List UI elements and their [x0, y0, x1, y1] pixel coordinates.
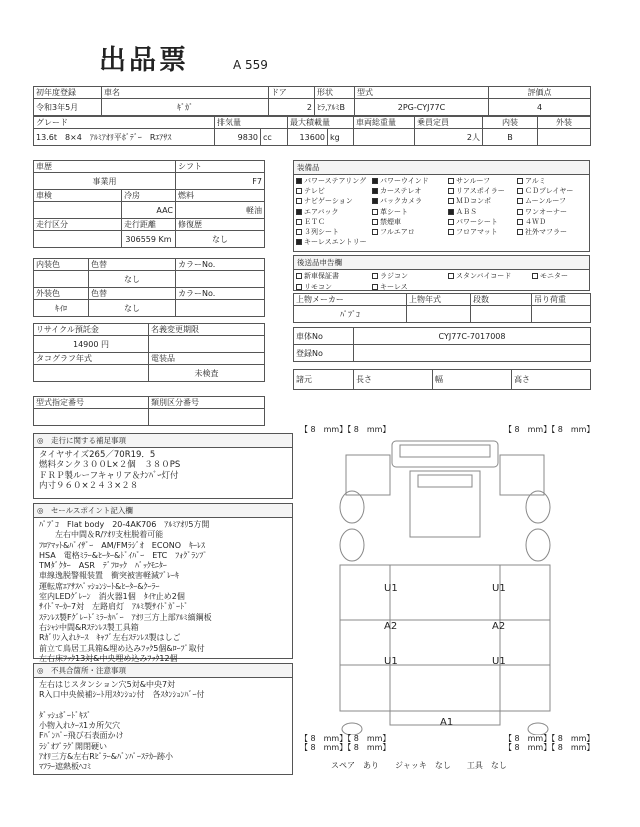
after-item: [296, 282, 372, 293]
equipment-checkbox[interactable]: [448, 188, 454, 194]
history: 事業用: [34, 173, 176, 190]
history-label: 車歴: [34, 161, 176, 173]
type-table: [33, 396, 265, 426]
after-item: [296, 271, 372, 282]
after-label: モニター: [540, 272, 568, 280]
lift-label: 吊り荷重: [532, 294, 591, 306]
equipment-label: パワーステアリング: [304, 177, 367, 185]
note-line: ｻｲﾄﾞﾏｰｶｰ7対 左路肩灯 ｱﾙﾐ製ｻｲﾄﾞｶﾞｰﾄﾞ: [39, 602, 189, 612]
equipment-label: 禁煙車: [380, 217, 401, 226]
chassis-table: [293, 327, 591, 362]
recycle: 14900 円: [34, 336, 149, 353]
model: 2PG-CYJ77C: [355, 99, 489, 116]
equipment-item: [517, 217, 589, 227]
tire-depth-rear-right-2: 【 8 mm】【 8 mm】: [504, 743, 595, 752]
damage-u1-right-2: U1: [492, 656, 506, 667]
max-load: 13600: [288, 129, 328, 146]
inspect-label: 車検: [34, 190, 122, 202]
name-label: 車名: [102, 87, 269, 99]
gross-label: 車両総重量: [354, 117, 415, 129]
header-table: [33, 86, 591, 116]
equipment-item: [296, 227, 372, 237]
mileage-cell: [122, 231, 176, 248]
equipment-checkbox[interactable]: [372, 178, 378, 184]
body-table: [293, 293, 591, 323]
exterior-grade: [538, 129, 591, 146]
equipment-item: [372, 176, 448, 186]
equipment-item: [296, 207, 372, 217]
defect-notes-header: ◎ 不具合箇所・注意事項: [34, 664, 292, 678]
disp-label: 排気量: [215, 117, 288, 129]
equipment-item: [372, 217, 448, 227]
equipment-checkbox[interactable]: [372, 209, 378, 215]
equipment-item: [296, 186, 372, 196]
spare-label: スペア: [331, 761, 355, 770]
windshield: [400, 445, 490, 457]
note-line: 車線逸脱警報装置 衝突被害軽減ﾌﾞﾚｰｷ: [39, 571, 179, 581]
dims-label: 諸元: [294, 370, 354, 390]
note-line: [39, 701, 287, 711]
equipment-checkbox[interactable]: [296, 219, 302, 225]
after-label: スタンバイコード: [456, 272, 512, 280]
equipment-checkbox[interactable]: [448, 209, 454, 215]
note-line: 小物入れｹｰｽ1カ所欠穴: [39, 721, 121, 731]
equipment-checkbox[interactable]: [296, 229, 302, 235]
equipment-checkbox[interactable]: [517, 178, 523, 184]
equipment-checkbox[interactable]: [517, 209, 523, 215]
seats: 2人: [415, 129, 483, 146]
equipment-label: ＣＤプレイヤー: [525, 187, 574, 196]
ext-color-chk: なし: [89, 300, 176, 317]
jack: なし: [434, 761, 451, 770]
dims-table: [293, 369, 591, 390]
equipment-label: カーステレオ: [380, 187, 422, 196]
vehicle-info-table: [33, 160, 265, 248]
note-line: 左右中間＆R/ｱｵﾘ支柱脱着可能: [39, 530, 164, 540]
int-color-no: [176, 271, 265, 288]
bed-floor: [390, 565, 500, 711]
damage-a1-rear: A1: [440, 717, 454, 728]
disp-unit: cc: [261, 129, 288, 146]
damage-a2-left: A2: [384, 621, 398, 632]
equipment-item: [448, 227, 517, 237]
after-header: 後送品申告欄: [294, 256, 589, 270]
door-count: 2: [269, 99, 315, 116]
after-box: [293, 255, 590, 291]
equipment-grid: [294, 175, 589, 248]
equipment-checkbox[interactable]: [448, 198, 454, 204]
sales-notes-header: ◎ セールスポイント記入欄: [34, 504, 292, 518]
equipment-checkbox[interactable]: [296, 209, 302, 215]
length-label: 長さ: [354, 370, 433, 390]
fuel-label: 燃料: [176, 190, 265, 202]
catno: [149, 409, 265, 426]
catno-label: 類別区分番号: [149, 397, 265, 409]
after-item: [448, 271, 532, 282]
equipment-label: バックカメラ: [380, 197, 422, 206]
equipment-item: [517, 176, 589, 186]
seats-label: 乗員定員: [415, 117, 483, 129]
equipment-box: [293, 160, 590, 252]
load-unit: kg: [328, 129, 354, 146]
note-line: タイヤサイズ265／70R19．5: [39, 450, 156, 460]
equipment-checkbox[interactable]: [372, 198, 378, 204]
reg-year-label: 初年度登録: [34, 87, 102, 99]
repair-label: 修復歴: [176, 219, 265, 231]
tire-depth-front-left: 【 8 mm】【 8 mm】: [300, 425, 391, 434]
width-label: 幅: [433, 370, 512, 390]
defect-notes-box: [33, 663, 293, 775]
note-line: Fﾊﾞﾝﾊﾟｰ飛び石表面かけ: [39, 731, 124, 741]
repair: なし: [176, 231, 265, 248]
mileage-label: 走行距離: [122, 219, 176, 231]
int-color-cell: [34, 271, 89, 288]
grade-table: [33, 116, 591, 146]
equipment-checkbox[interactable]: [296, 178, 302, 184]
color-table: [33, 258, 265, 317]
ext-color-chk-label: 色替: [89, 288, 176, 300]
equipment-checkbox[interactable]: [517, 198, 523, 204]
note-line: ｱｵﾘ三方&左右Rﾋﾟﾗｰ&ﾊﾞﾝﾊﾟｰｽﾃｶｰ跡小: [39, 752, 174, 762]
after-checkbox[interactable]: [448, 273, 454, 279]
damage-a2-right: A2: [492, 621, 506, 632]
interior-grade: B: [483, 129, 538, 146]
after-checkbox[interactable]: [372, 273, 378, 279]
equipment-label: アルミ: [525, 177, 546, 185]
note-line: 内寸９６０×２４３×２８: [39, 480, 139, 491]
wheel-fr: [526, 491, 550, 523]
after-label: 新車保証書: [304, 272, 339, 280]
gross-weight: [354, 129, 415, 146]
equipment-label: サンルーフ: [456, 177, 491, 185]
equipment-label: ムーンルーフ: [525, 197, 566, 206]
int-color-no-label: カラーNo.: [176, 259, 265, 271]
equipment-label: ワンオーナー: [525, 207, 567, 216]
page-title: 出品票: [99, 45, 189, 76]
after-checkbox[interactable]: [296, 284, 302, 290]
equipment-checkbox[interactable]: [517, 219, 523, 225]
maker: ﾊﾟﾌﾞｺ: [294, 306, 407, 323]
note-line: 前立て鳥居工具箱&埋め込みﾌｯｸ5個&ﾛｰﾌﾟ取付: [39, 643, 205, 653]
note-line: ﾀﾞｯｼｭﾎﾞｰﾄﾞｷｽﾞ: [39, 710, 91, 720]
roof-carrier: [418, 475, 472, 487]
equipment-item: [296, 196, 372, 206]
equipment-label: ＥＴＣ: [304, 217, 325, 226]
wheel-fr2: [526, 529, 550, 561]
grade: 13.6t 8×4 ｱﾙﾐｱｵﾘ平ﾎﾞﾃﾞｰ Rｴｱｻｽ: [34, 129, 215, 146]
mileage: 306559: [125, 234, 156, 244]
cooler-label: 冷房: [122, 190, 176, 202]
equipment-item: [448, 207, 517, 217]
stages: [471, 306, 532, 323]
typeno: [34, 409, 149, 426]
after-checkbox[interactable]: [372, 284, 378, 290]
equipment-label: テレビ: [304, 187, 325, 196]
after-label: キーレス: [380, 283, 408, 291]
cab-left-side: [346, 455, 390, 495]
equipment-item: [372, 227, 448, 237]
load-label: 最大積載量: [288, 117, 354, 129]
drive-notes-header: ◎ 走行に関する補足事項: [34, 434, 292, 448]
note-line: ＦＲＰ製ルーフキャリア＆ﾅﾝﾊﾞｰ灯付: [39, 470, 179, 481]
namechange: [149, 336, 265, 353]
equipment-label: 社外マフラー: [525, 228, 567, 237]
equipment-label: パワーウインド: [380, 177, 429, 185]
tire-depth-rear-left-2: 【 8 mm】【 8 mm】: [300, 743, 391, 752]
ext-color: ｷｲﾛ: [34, 300, 89, 317]
mail: 未検査: [149, 365, 265, 382]
note-line: R入口中央候補ｼｰﾄ用ｽﾀﾝｼｮﾝ付 各ｽﾀﾝｼｮﾝﾊﾞｰ付: [39, 690, 205, 700]
grade-label: グレード: [34, 117, 215, 129]
cooler: AAC: [122, 202, 176, 219]
note-line: Rｶﾞﾘﾝ入れｹｰｽ ｷｬﾌﾞ左右ｽﾃﾝﾚｽ製はしご: [39, 633, 181, 643]
displacement: 9830: [215, 129, 261, 146]
equipment-label: ４ＷＤ: [525, 217, 546, 226]
equipment-checkbox[interactable]: [372, 219, 378, 225]
damage-u1-right: U1: [492, 583, 506, 594]
recycle-label: リサイクル預託金: [34, 324, 149, 336]
int-color-label: 内装色: [34, 259, 89, 271]
equipment-label: ナビゲーション: [304, 197, 353, 206]
int-color-chk-label: 色替: [89, 259, 176, 271]
shape-label: 形状: [315, 87, 355, 99]
tire-depth-rear-right-1: 【 8 mm】【 8 mm】: [504, 734, 595, 743]
recycle-table: [33, 323, 265, 382]
note-line: HSA 電格ﾐﾗｰ&ﾋｰﾀｰ&ﾄﾞｲﾊﾞｰ ETC ﾌｫｸﾞﾗﾝﾌﾟ: [39, 550, 208, 560]
after-checkbox[interactable]: [532, 273, 538, 279]
note-line: 室内LEDｸﾞﾚｰﾝ 消火器1個 ﾀｲﾔ止め2個: [39, 592, 185, 602]
equipment-label: キーレスエントリー: [304, 238, 367, 247]
footer: [331, 760, 507, 771]
after-grid: [294, 270, 589, 294]
mail-label: 電装品: [149, 353, 265, 365]
tool-label: 工具: [466, 761, 483, 770]
equipment-label: ＡＢＳ: [456, 207, 477, 216]
note-line: 燃料タンク３００L×２個 ３８０PS: [39, 460, 181, 471]
equipment-checkbox[interactable]: [296, 188, 302, 194]
ext-color-label: 外装色: [34, 288, 89, 300]
equipment-item: [448, 196, 517, 206]
lift: [532, 306, 591, 323]
equipment-label: リアスポイラー: [456, 187, 505, 196]
mileage-cat-label: 走行区分: [34, 219, 122, 231]
note-line: 左右はじスタンション穴5対&中央7対: [39, 680, 176, 689]
maker-label: 上物メーカー: [294, 294, 407, 306]
equipment-checkbox[interactable]: [448, 178, 454, 184]
equipment-item: [296, 217, 372, 227]
spare: あり: [363, 761, 379, 770]
equipment-item: [372, 196, 448, 206]
note-line: 右ｼｬｼ中間&Rｽﾃﾝﾚｽ製工具箱: [39, 622, 139, 632]
reg-year: 令和3年5月: [34, 99, 102, 116]
equipment-checkbox[interactable]: [517, 188, 523, 194]
shape: ﾋﾗ,ｱﾙﾐB: [315, 99, 355, 116]
shift-label: シフト: [176, 161, 265, 173]
equipment-item: [517, 227, 589, 237]
inspect: [34, 202, 122, 219]
body-year-label: 上物年式: [407, 294, 471, 306]
tacho-label: タコグラフ年式: [34, 353, 149, 365]
note-line: TMﾀﾞｸﾀｰ ASR ﾃﾞﾌﾛｯｸ ﾊﾞｯｸﾓﾆﾀｰ: [39, 561, 167, 571]
score-label: 評価点: [489, 87, 591, 99]
tire-depth-front-right: 【 8 mm】【 8 mm】: [504, 425, 595, 434]
equipment-item: [372, 207, 448, 217]
sales-notes: [34, 518, 292, 666]
note-line: ﾗｼﾞｵﾌﾟﾗｸﾞ開閉硬い: [39, 741, 107, 751]
stages-label: 段数: [471, 294, 532, 306]
equipment-item: [296, 176, 372, 186]
chassis-no: CYJ77C-7017008: [354, 328, 591, 345]
equipment-label: フルエアロ: [380, 228, 415, 237]
lot-number: A 559: [233, 58, 268, 72]
note-line: 運転席ｴｱｻｽﾍﾟｯｼｮﾝｼｰﾄ&ﾋｰﾀｰ&ｸｰﾗｰ: [39, 581, 160, 591]
equipment-checkbox[interactable]: [296, 239, 302, 245]
after-label: リモコン: [304, 283, 332, 291]
int-color: なし: [89, 271, 176, 288]
damage-u1-left-2: U1: [384, 656, 398, 667]
vehicle-name: ｷﾞｶﾞ: [102, 99, 269, 116]
equipment-item: [517, 186, 589, 196]
defect-notes: [34, 678, 292, 775]
ext-color-no: [176, 300, 265, 317]
tire-depth-rear-left-1: 【 8 mm】【 8 mm】: [300, 734, 391, 743]
equipment-checkbox[interactable]: [517, 229, 523, 235]
equipment-checkbox[interactable]: [448, 219, 454, 225]
equipment-item: [372, 186, 448, 196]
model-label: 型式: [355, 87, 489, 99]
note-line: ﾏﾌﾗｰ遮熱板ﾍｺﾐ: [39, 762, 91, 772]
tool: なし: [490, 761, 507, 770]
mileage-unit: Km: [158, 234, 172, 244]
shift: F7: [176, 173, 265, 190]
equipment-checkbox[interactable]: [372, 188, 378, 194]
fuel: 軽油: [176, 202, 265, 219]
equipment-label: ３列シート: [304, 228, 339, 237]
tacho: [34, 365, 149, 382]
equipment-label: パワーシート: [456, 217, 498, 226]
chassis-label: 車体No: [294, 328, 354, 345]
namechange-label: 名義変更期限: [149, 324, 265, 336]
equipment-checkbox[interactable]: [372, 229, 378, 235]
equipment-item: [448, 176, 517, 186]
door-label: ドア: [269, 87, 315, 99]
equipment-label: エアバック: [304, 207, 339, 216]
exterior-label: 外装: [538, 117, 591, 129]
body-year: [407, 306, 471, 323]
note-line: ﾌﾛｱﾏｯﾄ&ﾊﾞｲｻﾞｰ AM/FMﾗｼﾞｵ ECONO ｷｰﾚｽ: [39, 540, 206, 550]
note-line: ｽﾃﾝﾚｽ製Fｸﾞﾚｰﾄﾞﾐﾗｰｶﾊﾞｰ ｱｵﾘ三方上部ｱﾙﾐ縞鋼板: [39, 612, 212, 622]
equipment-label: ＭＤコンポ: [456, 197, 491, 206]
mileage-cat: [34, 231, 122, 248]
after-checkbox[interactable]: [296, 273, 302, 279]
reg-no: [354, 345, 591, 362]
wheel-fl: [340, 491, 364, 523]
equipment-item: [517, 207, 589, 217]
drive-notes: [34, 448, 292, 493]
cab-right-side: [500, 455, 544, 495]
equipment-label: フロアマット: [456, 228, 498, 237]
bed-outline: [340, 565, 550, 711]
equipment-item: [296, 237, 372, 247]
typeno-label: 型式指定番号: [34, 397, 149, 409]
after-item: [372, 282, 448, 293]
equipment-checkbox[interactable]: [448, 229, 454, 235]
cab-roof: [410, 471, 480, 537]
sales-notes-box: [33, 503, 293, 663]
after-item: [532, 271, 590, 282]
after-item: [372, 271, 448, 282]
equipment-label: 革シート: [380, 207, 408, 216]
regno-label: 登録No: [294, 345, 354, 362]
ext-color-no-label: カラーNo.: [176, 288, 265, 300]
note-line: 左右床ﾌｯｸ13対&中央埋め込みﾌｯｸ12個: [39, 653, 178, 663]
equipment-item: [448, 186, 517, 196]
truck-diagram: [300, 435, 590, 735]
note-line: ﾊﾟﾌﾞｺ Flat body 20-4AK706 ｱﾙﾐｱｵﾘ5方開: [39, 520, 210, 529]
interior-label: 内装: [483, 117, 538, 129]
drive-notes-box: [33, 433, 293, 499]
equipment-header: 装備品: [294, 161, 589, 175]
height-label: 高さ: [512, 370, 591, 390]
after-label: ラジコン: [380, 272, 408, 280]
score: 4: [489, 99, 591, 116]
damage-u1-left: U1: [384, 583, 398, 594]
wheel-fl2: [340, 529, 364, 561]
jack-label: ジャッキ: [395, 761, 427, 770]
equipment-checkbox[interactable]: [296, 198, 302, 204]
equipment-item: [517, 196, 589, 206]
equipment-item: [448, 217, 517, 227]
